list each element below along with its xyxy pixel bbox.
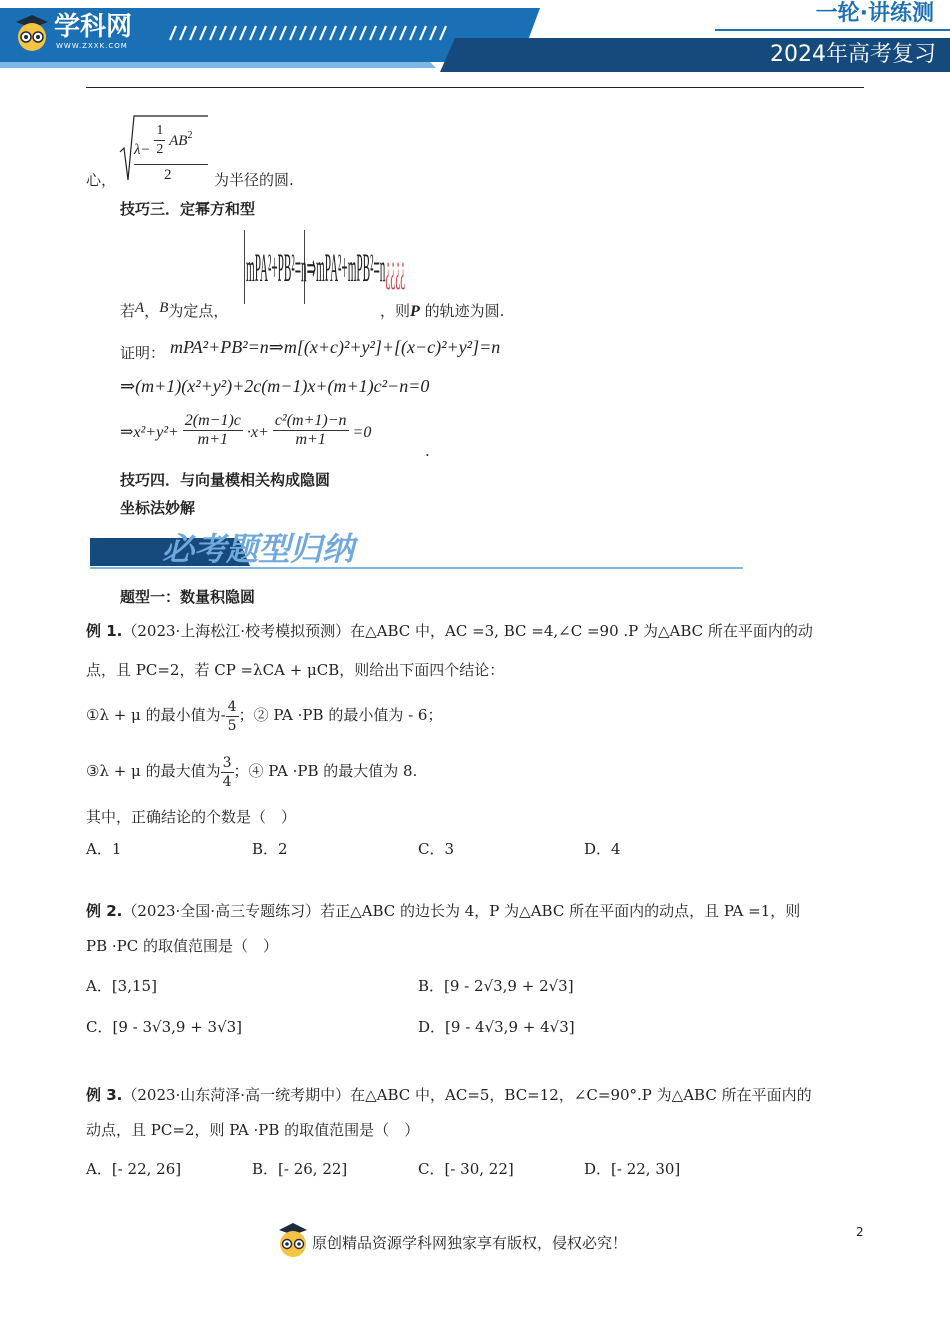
ex1-option-b[interactable]: B．2	[252, 840, 288, 858]
ex2-line2: PB ·PC 的取值范围是（ ）	[86, 937, 278, 955]
coord-heading: 坐标法妙解	[120, 499, 196, 517]
logo-url: WWW.ZXXK.COM	[56, 42, 128, 50]
page-header	[0, 0, 950, 72]
sqrt-denominator: 2	[164, 167, 172, 183]
ex3-line2: 动点，且 PC=2，则 PA ·PB 的取值范围是（ ）	[86, 1121, 420, 1139]
tip3-conclusion: ，则P 的轨迹为圆.	[380, 302, 505, 320]
ex1-label: 例 1.	[86, 622, 123, 640]
ex3-option-b[interactable]: B．[- 26, 22]	[252, 1160, 348, 1178]
ex2-line1: 例 2.（2023·全国·高三专题练习）若正△ABC 的边长为 4，P 为△ABC 所在平面内的动点，且 PA =1，则	[86, 902, 801, 920]
ex1-conclusion-1: ①λ + μ 的最小值为- $\frac{4}{5}$ ；② PA ·PB 的最小值为 - 6；	[86, 698, 443, 734]
tip3-formula-text: mPA²+PB²=n⇒mPA²+mPB²=n	[246, 245, 386, 290]
tip3-formula-image: mPA²+PB²=n⇒mPA²+mPB²=n¿¿¿¿	[244, 230, 384, 304]
header-rule	[86, 87, 864, 88]
logo-text: 学科网	[54, 12, 133, 42]
ex2-option-c[interactable]: C．[9 - 3√3,9 + 3√3]	[86, 1018, 243, 1036]
ex2-label: 例 2.	[86, 902, 123, 920]
type1-heading: 题型一：数量积隐圆	[120, 588, 256, 606]
series-title: 一轮·讲练测	[815, 1, 934, 26]
center-prefix: 心，	[86, 171, 117, 189]
section-title: 必考题型归纳	[162, 530, 355, 568]
ex3-option-a[interactable]: A．[- 22, 26]	[86, 1160, 182, 1178]
tip3-heading: 技巧三．定幂方和型	[120, 200, 256, 218]
ex1-line1: 例 1.（2023·上海松江·校考模拟预测）在△ABC 中，AC =3, BC =4,∠C =90 .P 为△ABC 所在平面内的动	[86, 622, 813, 640]
ex1-option-d[interactable]: D．4	[584, 840, 621, 858]
ex3-line1: 例 3.（2023·山东菏泽·高一统考期中）在△ABC 中，AC=5，BC=12，∠C=90°.P 为△ABC 所在平面内的	[86, 1086, 812, 1104]
proof-end-dot: .	[425, 442, 430, 460]
ex1-question: 其中，正确结论的个数是（ ）	[86, 808, 297, 826]
footer-mascot-icon	[276, 1222, 310, 1258]
ex3-option-d[interactable]: D．[- 22, 30]	[584, 1160, 681, 1178]
proof-label: 证明：	[120, 344, 166, 362]
section-banner	[88, 528, 748, 572]
ex2-option-b[interactable]: B．[9 - 2√3,9 + 2√3]	[418, 977, 574, 995]
ex1-option-a[interactable]: A．1	[86, 840, 122, 858]
ex1-line2: 点，且 PC=2，若 CP =λCA + μCB，则给出下面四个结论：	[86, 661, 505, 679]
footer-copyright: 原创精品资源学科网独家享有版权，侵权必究！	[312, 1234, 628, 1252]
ex1-conclusion-3: ③λ + μ 的最大值为 $\frac{3}{4}$ ；④ PA ·PB 的最大值为 8.	[86, 754, 418, 790]
sqrt-ab: AB	[169, 132, 188, 149]
ex2-option-a[interactable]: A．[3,15]	[86, 977, 157, 995]
ex1-option-c[interactable]: C．3	[418, 840, 455, 858]
mascot-logo-icon	[12, 14, 52, 52]
radius-suffix: 为半径的圆.	[214, 171, 294, 189]
sqrt-half: $\frac{1}{2}$	[156, 123, 164, 157]
ex3-label: 例 3.	[86, 1086, 123, 1104]
page-number: 2	[856, 1225, 864, 1239]
sqrt-lambda: λ−	[134, 141, 151, 158]
proof-line-2: ⇒(m+1)(x²+y²)+2c(m−1)x+(m+1)c²−n=0	[120, 376, 430, 396]
tip4-heading: 技巧四．与向量模相关构成隐圆	[120, 471, 331, 489]
ex2-option-d[interactable]: D．[9 - 4√3,9 + 4√3]	[418, 1018, 575, 1036]
review-title: 2024年高考复习	[770, 42, 936, 67]
ex3-option-c[interactable]: C．[- 30, 22]	[418, 1160, 514, 1178]
tip3-condition: 若A，B为定点，	[120, 300, 229, 320]
proof-line-1: mPA²+PB²=n⇒m[(x+c)²+y²]+[(x−c)²+y²]=n	[170, 337, 501, 357]
proof-line-3: ⇒x²+y²+ $\frac{2(m-1)c}{m+1}$ ·x+ $\frac{\text{c²(m+1)−n}}{m+1}$ =0	[120, 412, 372, 448]
